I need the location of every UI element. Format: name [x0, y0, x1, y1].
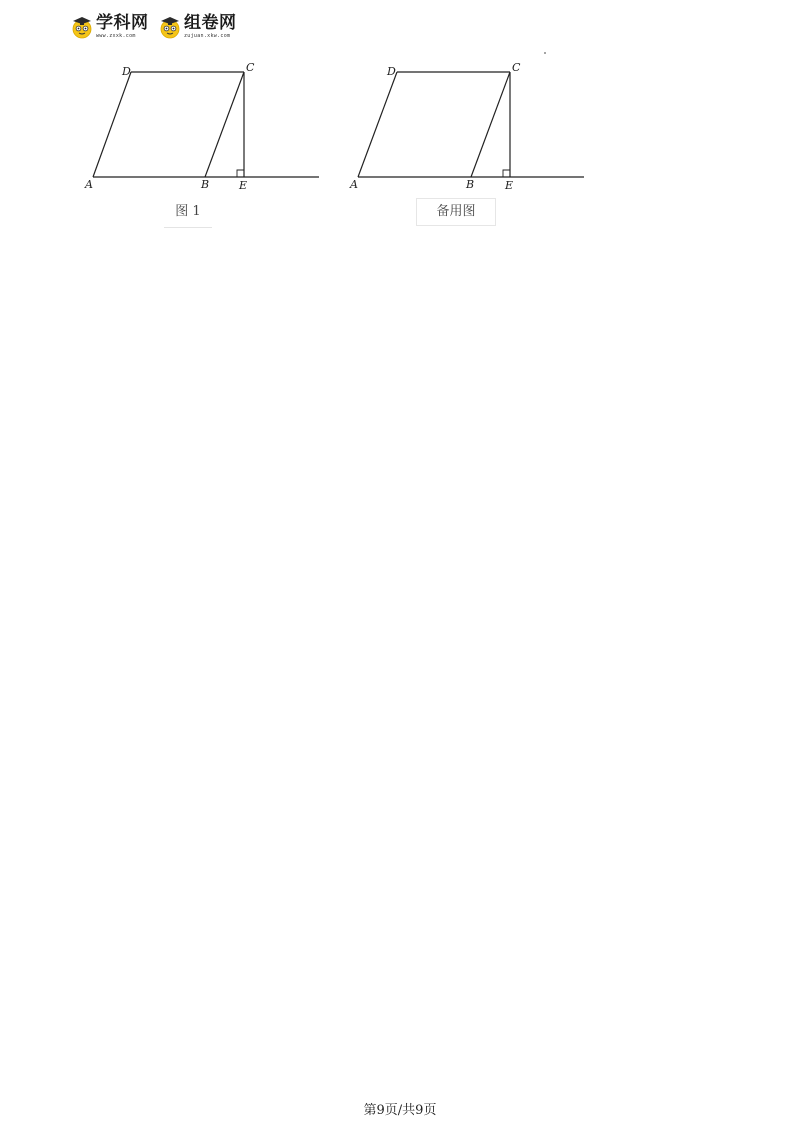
label-d: D — [122, 65, 131, 78]
label-b: B — [466, 178, 475, 191]
right-angle-mark — [503, 170, 510, 177]
logo-name: 组卷网 — [184, 13, 237, 33]
label-c: C — [512, 61, 521, 74]
segment-bc — [471, 72, 510, 177]
zujuan-logo[interactable] — [158, 12, 237, 42]
segment-bc — [205, 72, 244, 177]
logo-url: zujuan.xkw.com — [184, 33, 231, 39]
label-c: C — [246, 61, 255, 74]
label-a: A — [350, 178, 358, 191]
label-a: A — [85, 178, 93, 191]
figure-1-caption: 图 1 — [164, 201, 212, 228]
segment-ad — [93, 72, 131, 177]
segment-ad — [358, 72, 397, 177]
stray-dot — [544, 52, 546, 54]
zxxk-logo[interactable] — [70, 12, 149, 42]
right-angle-mark — [237, 170, 244, 177]
figure-2-caption: 备用图 — [416, 198, 496, 226]
label-e: E — [239, 179, 248, 192]
page-number: 第9页/共9页 — [363, 1103, 437, 1118]
label-b: B — [201, 178, 210, 191]
mascot-icon — [70, 15, 94, 39]
label-d: D — [387, 65, 396, 78]
mascot-icon — [158, 15, 182, 39]
figure-1-diagram — [80, 55, 325, 200]
label-e: E — [505, 179, 514, 192]
logo-url: www.zxxk.com — [96, 33, 136, 39]
logo-name: 学科网 — [96, 13, 149, 33]
figure-2-diagram — [345, 55, 590, 200]
